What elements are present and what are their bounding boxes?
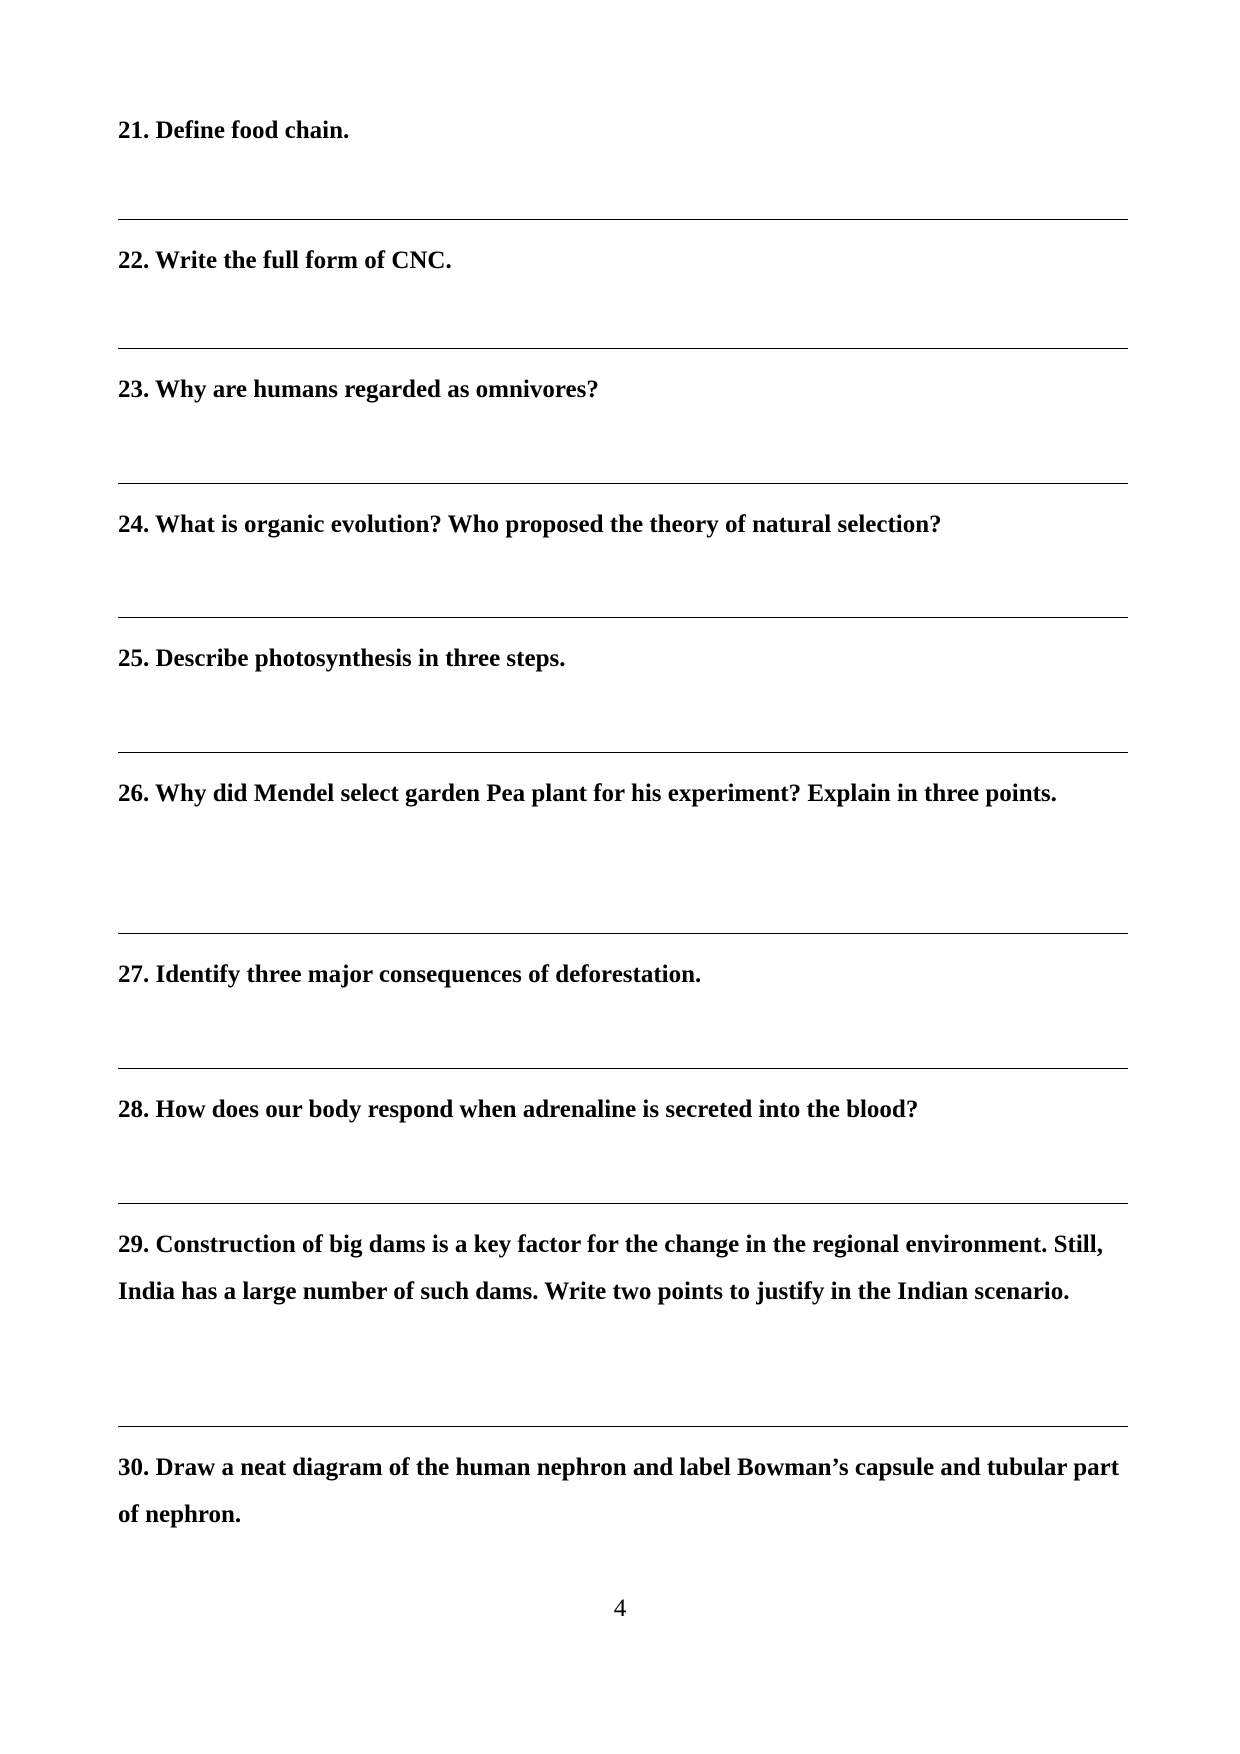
answer-line-24 [118,617,1128,618]
answer-line-29 [118,1426,1128,1427]
question-29: 29. Construction of big dams is a key factor for the change in the regional environment. Still, India has a large number of such dams. Write two points to justify in the Indian scenario. [118,1231,1103,1305]
answer-line-23 [118,483,1128,484]
answer-line-21 [118,219,1128,220]
question-27: 27. Identify three major consequences of deforestation. [118,961,702,988]
question-24: 24. What is organic evolution? Who proposed the theory of natural selection? [118,511,942,538]
question-21: 21. Define food chain. [118,117,350,144]
answer-line-27 [118,1068,1128,1069]
question-26: 26. Why did Mendel select garden Pea plant for his experiment? Explain in three points. [118,780,1057,807]
question-25: 25. Describe photosynthesis in three steps. [118,645,566,672]
question-30: 30. Draw a neat diagram of the human nephron and label Bowman’s capsule and tubular part of nephron. [118,1454,1120,1528]
question-23: 23. Why are humans regarded as omnivores? [118,376,599,403]
answer-line-25 [118,752,1128,753]
answer-line-26 [118,933,1128,934]
question-22: 22. Write the full form of CNC. [118,247,452,274]
answer-line-28 [118,1203,1128,1204]
question-28: 28. How does our body respond when adrenaline is secreted into the blood? [118,1096,919,1123]
answer-line-22 [118,348,1128,349]
page-number: 4 [613,1595,627,1622]
